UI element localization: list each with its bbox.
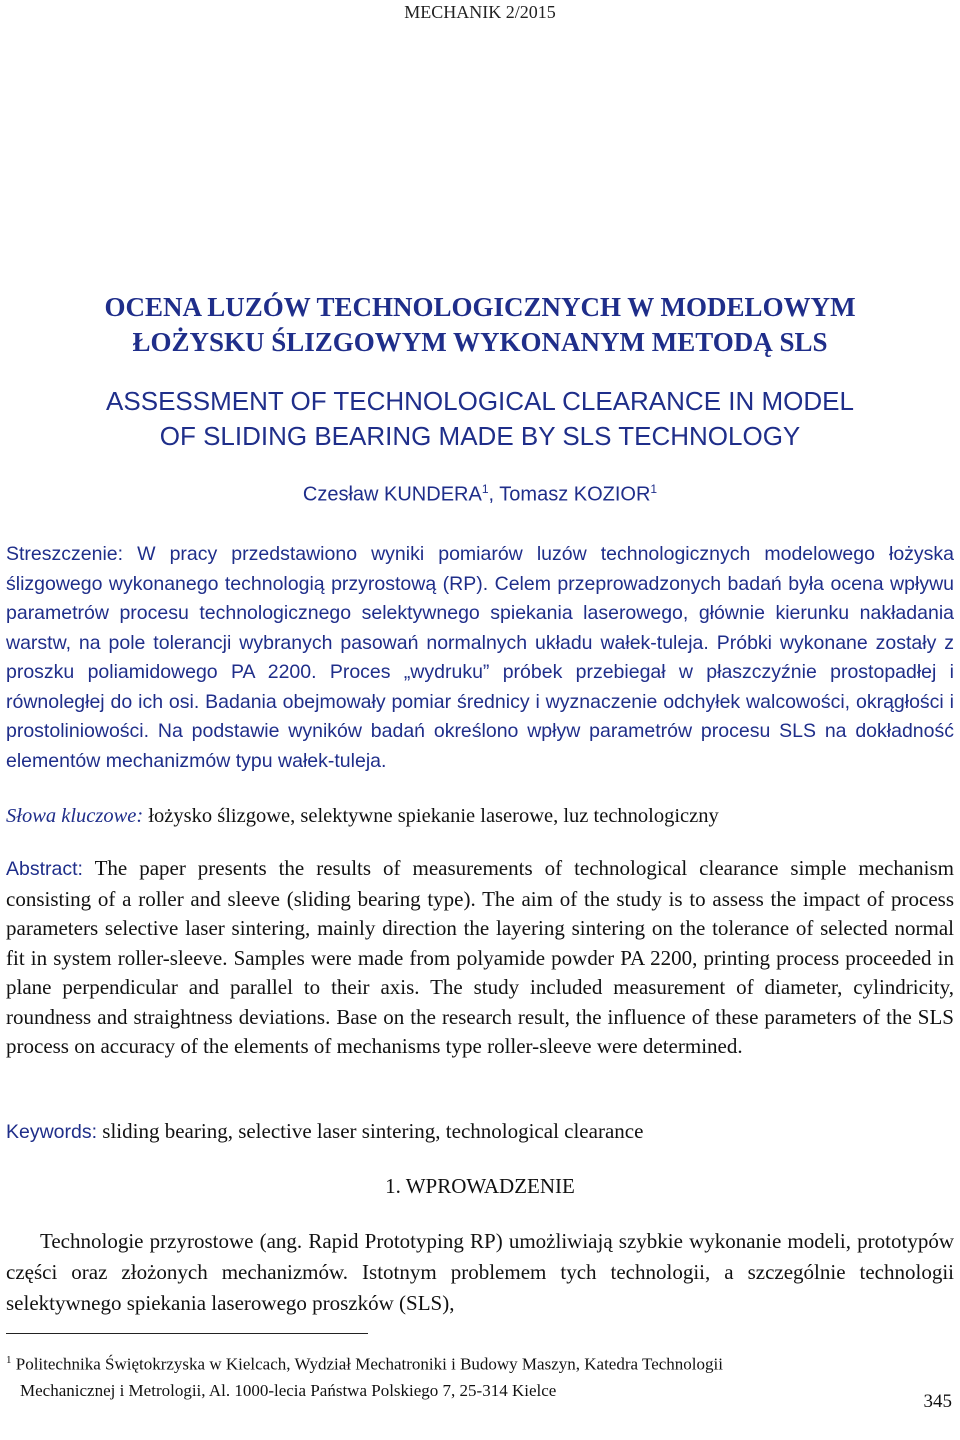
footnote-line2: Mechanicznej i Metrologii, Al. 1000-lecia Państwa Polskiego 7, 25-314 Kielce (20, 1380, 557, 1400)
page-number: 345 (923, 1391, 952, 1412)
abstract-polish-text: W pracy przedstawiono wyniki pomiarów luzów technologicznych modelowego łożyska ślizgowego wykonanego technologią przyrostową (RP). Celem przeprowadzonych badań była ocena wpływu parametrów procesu technologicznego selektywnego spiekania laserowego, głównie kierunku nakładania warstw, na pole tolerancji wybranych pasowań normalnych układu wałek-tuleja. Próbki wykonane zostały z proszku poliamidowego PA 2200. Proces „wydruku” próbek przebiegał w płaszczyźnie prostopadłej i równoległej do ich osi. Badania obejmowały pomiar średnicy i wyznaczenie odchyłek walcowości, okrągłości i prostoliniowości. Na podstawie wyników badań określono wpływ parametrów procesu SLS na dokładność elementów mechanizmów typu wałek-tuleja. (6, 543, 955, 772)
author-separator: , (488, 483, 500, 506)
abstract-english-label: Abstract: (6, 858, 83, 880)
title-polish-line1: OCENA LUZÓW TECHNOLOGICZNYCH W MODELOWYM (104, 292, 856, 322)
footnote-marker: 1 (6, 1354, 12, 1366)
keywords-polish-text: łożysko ślizgowe, selektywne spiekanie laserowe, luz technologiczny (148, 805, 719, 827)
authors (0, 482, 960, 507)
keywords-english-label: Keywords: (6, 1121, 98, 1143)
keywords-english (6, 1117, 954, 1147)
section-heading: 1. WPROWADZENIE (385, 1174, 575, 1198)
title-english-line1: ASSESSMENT OF TECHNOLOGICAL CLEARANCE IN MODEL (106, 386, 854, 416)
keywords-polish (6, 802, 954, 831)
author-2: Tomasz KOZIOR (499, 483, 651, 506)
abstract-polish-label: Streszczenie: (6, 543, 124, 565)
footnote-line1: Politechnika Świętokrzyska w Kielcach, Wydział Mechatroniki i Budowy Maszyn, Katedra Technologii (15, 1354, 723, 1374)
title-english-line2: OF SLIDING BEARING MADE BY SLS TECHNOLOGY (159, 421, 801, 451)
footnote-divider (6, 1333, 368, 1334)
keywords-english-text: sliding bearing, selective laser sintering, technological clearance (102, 1119, 644, 1143)
running-head: MECHANIK 2/2015 (404, 2, 556, 22)
keywords-polish-label: Słowa kluczowe: (6, 805, 144, 827)
introduction-paragraph: Technologie przyrostowe (ang. Rapid Prototyping RP) umożliwiają szybkie wykonanie modeli, prototypów części oraz złożonych mechanizmów. Istotnym problemem tych technologii, a szczególnie technologii selektywnego spiekania laserowego proszków (SLS), (6, 1229, 954, 1315)
author-2-affiliation: 1 (650, 482, 658, 496)
author-1-affiliation: 1 (481, 482, 489, 496)
abstract-polish (6, 540, 954, 776)
abstract-english (6, 854, 954, 1062)
title-polish-line2: ŁOŻYSKU ŚLIZGOWYM WYKONANYM METODĄ SLS (132, 327, 828, 357)
abstract-english-text: The paper presents the results of measurements of technological clearance simple mechanism consisting of a roller and sleeve (sliding bearing type). The aim of the study is to assess the impact of process parameters selective laser sintering, mainly direction the layering sintering on the tolerance of selected normal fit in system roller-sleeve. Samples were made from polyamide powder PA 2200, printing process proceeded in plane perpendicular and parallel to their axis. The study included measurement of diameter, cylindricity, roundness and straightness deviations. Base on the research result, the influence of these parameters of the SLS process on accuracy of the elements of mechanisms type roller-sleeve were determined. (6, 856, 955, 1058)
author-1: Czesław KUNDERA (302, 483, 482, 506)
title-english (0, 384, 960, 454)
footnote (6, 1347, 954, 1404)
title-polish (0, 290, 960, 360)
